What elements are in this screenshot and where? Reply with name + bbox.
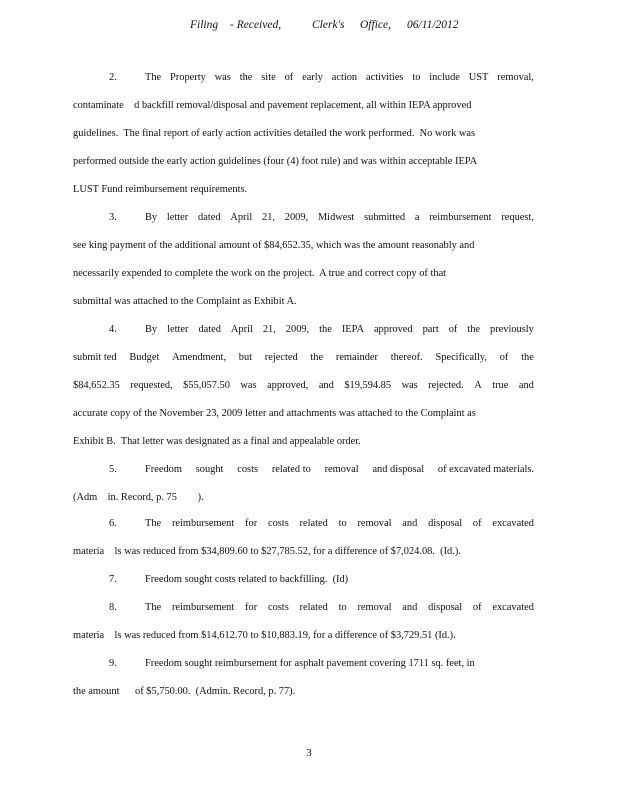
- word: The: [145, 72, 162, 83]
- word: removal: [324, 464, 359, 475]
- text-line: [73, 352, 534, 363]
- word: By: [145, 324, 158, 335]
- word: The: [145, 602, 162, 613]
- word: UST: [468, 72, 489, 83]
- word: related to: [271, 464, 311, 475]
- word: Amendment,: [172, 352, 227, 363]
- word: remainder: [335, 352, 378, 363]
- text-line: see king payment of the additional amount of $84,652.35, which was the amount reasonably and: [73, 240, 475, 251]
- word: submitted: [364, 212, 406, 223]
- word: sought: [195, 464, 224, 475]
- word: rejected: [264, 352, 298, 363]
- word: By: [145, 212, 158, 223]
- text-line: accurate copy of the November 23, 2009 letter and attachments was attached to the Complaint as: [73, 408, 476, 419]
- text-line: [73, 380, 534, 391]
- word: rejected.: [428, 380, 464, 391]
- word: Freedom: [145, 464, 182, 475]
- word: approved,: [267, 380, 309, 391]
- word: related: [299, 602, 328, 613]
- word: of: [284, 72, 294, 83]
- word: April: [230, 212, 253, 223]
- text-line: materia ls was reduced from $14,612.70 to $10,883.19, for a difference of $3,729.51 (Id.).: [73, 630, 456, 641]
- word: $84,652.35: [73, 380, 120, 391]
- word: but: [238, 352, 253, 363]
- text-line: Freedom sought costs related to backfilling. (Id): [145, 574, 349, 585]
- word: dated: [198, 212, 221, 223]
- word: thereof.: [390, 352, 423, 363]
- word: true: [492, 380, 509, 391]
- text-line: [145, 464, 534, 475]
- word: requested,: [130, 380, 173, 391]
- word: April: [230, 324, 253, 335]
- word: dated: [198, 324, 221, 335]
- word: to: [412, 72, 421, 83]
- word: was: [401, 380, 418, 391]
- word: the: [521, 352, 534, 363]
- word: 21,: [262, 324, 276, 335]
- word: the: [319, 324, 332, 335]
- word: excavated: [492, 602, 534, 613]
- text-line: contaminate d backfill removal/disposal and pavement replacement, all within IEPA approved: [73, 100, 472, 111]
- word: costs: [267, 518, 289, 529]
- paragraph-number: 5.: [109, 464, 117, 475]
- word: letter: [166, 212, 189, 223]
- word: and: [402, 518, 418, 529]
- text-line: performed outside the early action guidelines (four (4) foot rule) and was within acceptable IEPA: [73, 156, 478, 167]
- word: Midwest: [317, 212, 355, 223]
- text-line: (Adm in. Record, p. 75 ).: [73, 492, 204, 503]
- word: request,: [501, 212, 534, 223]
- word: Property: [170, 72, 206, 83]
- text-line: [145, 602, 534, 613]
- word: of: [499, 352, 509, 363]
- word: removal: [357, 602, 392, 613]
- word: 2009,: [285, 324, 310, 335]
- word: action: [331, 72, 358, 83]
- word: submit ted: [73, 352, 117, 363]
- header-filing: Filing: [190, 19, 219, 31]
- word: previously: [490, 324, 534, 335]
- word: for: [245, 602, 258, 613]
- word: 2009,: [284, 212, 309, 223]
- word: costs: [237, 464, 259, 475]
- header-office: Office,: [360, 19, 391, 31]
- header-date: 06/11/2012: [407, 19, 459, 31]
- word: 21,: [262, 212, 276, 223]
- word: disposal: [428, 518, 463, 529]
- word: early: [302, 72, 323, 83]
- text-line: Freedom sought reimbursement for asphalt pavement covering 1711 sq. feet, in: [145, 658, 475, 669]
- page-number: 3: [306, 747, 312, 759]
- word: of: [448, 324, 458, 335]
- header-received: - Received,: [230, 19, 282, 31]
- word: for: [245, 518, 258, 529]
- word: to: [338, 602, 347, 613]
- word: IEPA: [341, 324, 364, 335]
- word: and: [518, 380, 534, 391]
- paragraph-number: 8.: [109, 602, 117, 613]
- text-line: the amount of $5,750.00. (Admin. Record, p. 77).: [73, 686, 296, 697]
- word: A: [474, 380, 482, 391]
- text-line: [145, 212, 534, 223]
- word: the: [310, 352, 324, 363]
- word: The: [145, 518, 162, 529]
- word: reimbursement: [171, 518, 235, 529]
- word: of: [472, 602, 482, 613]
- header-clerks: Clerk's: [312, 19, 345, 31]
- word: reimbursement: [429, 212, 492, 223]
- word: reimbursement: [171, 602, 235, 613]
- text-line: Exhibit B. That letter was designated as a final and appealable order.: [73, 436, 361, 447]
- word: and: [318, 380, 334, 391]
- word: excavated: [492, 518, 534, 529]
- text-line: materia ls was reduced from $34,809.60 to $27,785.52, for a difference of $7,024.08. (Id.).: [73, 546, 461, 557]
- word: related: [299, 518, 328, 529]
- paragraph-number: 6.: [109, 518, 117, 529]
- word: a: [414, 212, 420, 223]
- word: include: [429, 72, 460, 83]
- word: of: [472, 518, 482, 529]
- word: site: [261, 72, 276, 83]
- text-line: submittal was attached to the Complaint as Exhibit A.: [73, 296, 297, 307]
- paragraph-number: 2.: [109, 72, 117, 83]
- word: disposal: [428, 602, 463, 613]
- word: and: [402, 602, 418, 613]
- word: to: [338, 518, 347, 529]
- word: removal: [357, 518, 392, 529]
- word: costs: [267, 602, 289, 613]
- word: was: [214, 72, 231, 83]
- text-line: necessarily expended to complete the work on the project. A true and correct copy of that: [73, 268, 447, 279]
- word: of excavated materials.: [437, 464, 534, 475]
- word: approved: [373, 324, 413, 335]
- word: activities: [365, 72, 404, 83]
- word: $19,594.85: [344, 380, 392, 391]
- paragraph-number: 9.: [109, 658, 117, 669]
- word: Budget: [129, 352, 160, 363]
- word: part: [422, 324, 439, 335]
- word: $55,057.50: [183, 380, 230, 391]
- word: removal,: [497, 72, 534, 83]
- word: was: [240, 380, 257, 391]
- word: and disposal: [372, 464, 425, 475]
- paragraph-number: 7.: [109, 574, 117, 585]
- text-line: [145, 324, 534, 335]
- word: letter: [167, 324, 189, 335]
- word: the: [239, 72, 253, 83]
- text-line: guidelines. The final report of early action activities detailed the work performed. No work was: [73, 128, 476, 139]
- word: the: [467, 324, 481, 335]
- paragraph-number: 3.: [109, 212, 117, 223]
- text-line: LUST Fund reimbursement requirements.: [73, 184, 248, 195]
- paragraph-number: 4.: [109, 324, 117, 335]
- text-line: [145, 72, 534, 83]
- word: Specifically,: [435, 352, 488, 363]
- text-line: [145, 518, 534, 529]
